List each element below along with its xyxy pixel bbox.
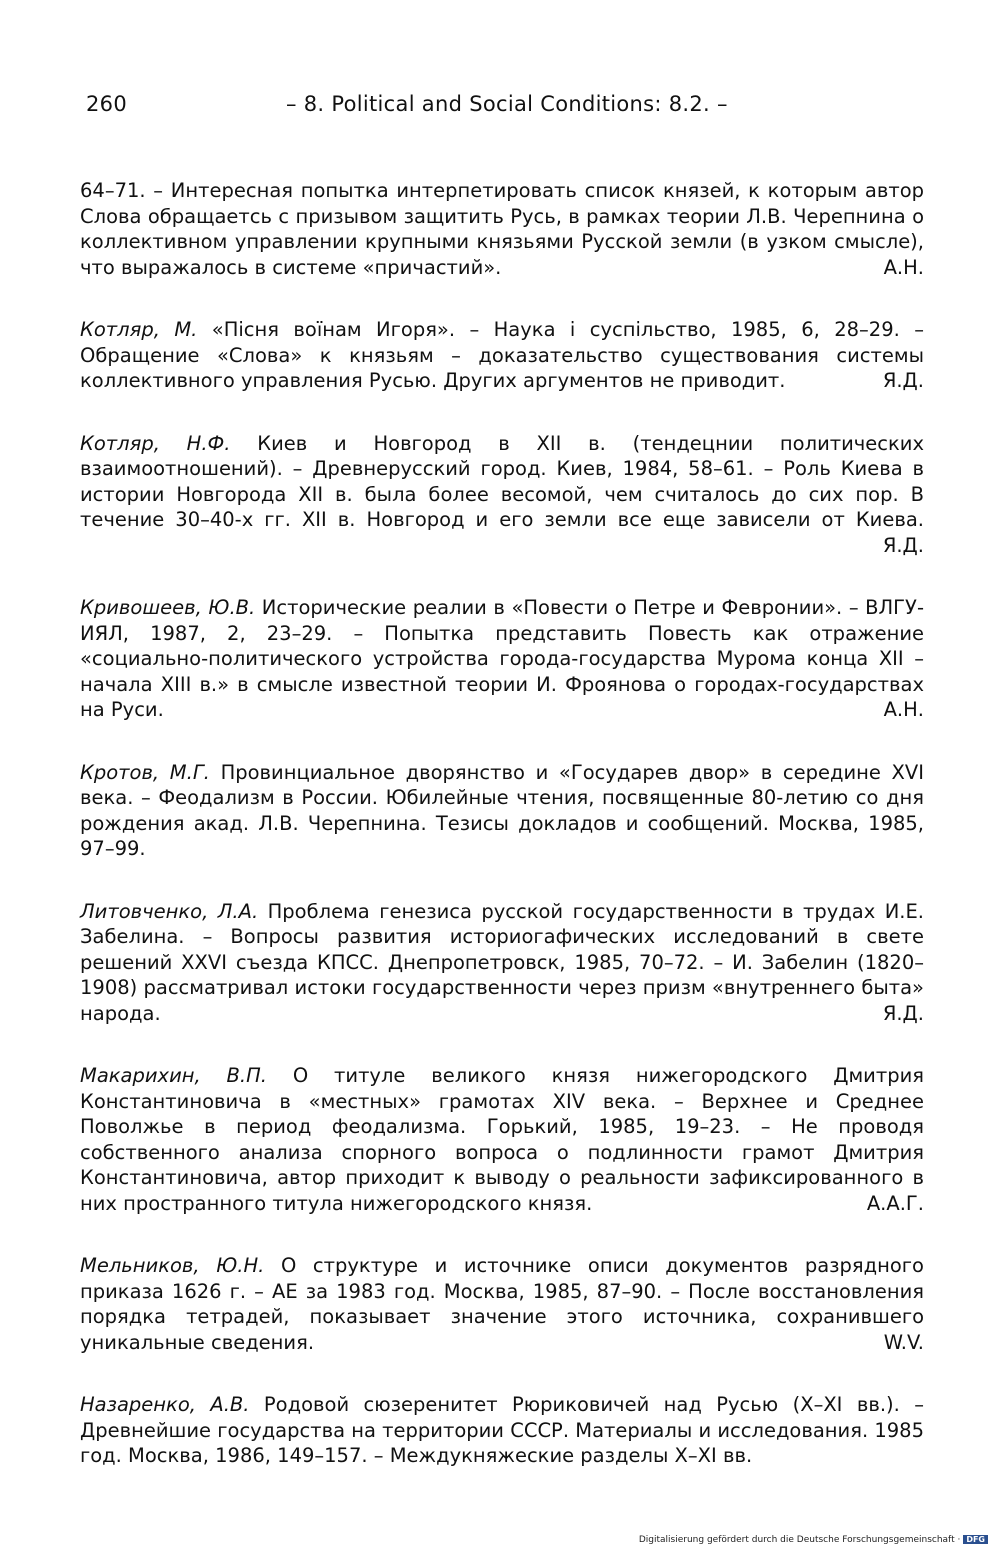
bibliography-entry xyxy=(80,317,924,394)
entry-body xyxy=(80,761,924,861)
bibliography-entry xyxy=(80,1253,924,1355)
entry-text: 64–71. – Интересная попытка интерпетировать список князей, к которым автор Слова обращаетсь с призывом защитить Русь, в рамках теории Л.В. Черепнина о коллективном управлении крупными князьями Русской земли (в узком смысле), что выражалось в системе «причастий». xyxy=(80,179,924,279)
entry-text: Киев и Новгород в XII в. (тендецнии политических взаимоотношений). – Древнерусский город. Киев, 1984, 58–61. – Роль Киева в истории Новгорода XII в. была более весомой, чем считалось до сих пор. В течение 30–40-х гг. XII в. Новгород и его земли все еще зависели от Киева. xyxy=(80,431,925,531)
dfg-logo: DFG xyxy=(963,1535,988,1544)
entry-initials: А.Н. xyxy=(883,255,924,279)
page-number: 260 xyxy=(86,92,127,116)
entry-body xyxy=(80,1064,924,1215)
footer-text: Digitalisierung gefördert durch die Deutsche Forschungsgemeinschaft · xyxy=(638,1535,961,1545)
bibliography-entry xyxy=(80,760,924,862)
bibliography-entry xyxy=(80,1063,924,1216)
bibliography-entry xyxy=(80,431,924,559)
entry-text: Провинциальное дворянство и «Государев двор» в середине XVI века. – Феодализм в России. Юбилейные чтения, посвященные 80-летию со дня рождения акад. Л.В. Черепнина. Тезисы докладов и сообщений. Москва, 1985, 97–99. xyxy=(80,760,925,860)
bibliography-entry xyxy=(80,1392,924,1469)
entry-author: Кротов, М.Г. xyxy=(80,760,210,784)
entry-body xyxy=(80,1393,924,1467)
entry-initials: Я.Д. xyxy=(882,533,924,557)
entry-initials: А.А.Г. xyxy=(866,1191,924,1215)
entry-initials: А.Н. xyxy=(883,698,924,721)
entry-body xyxy=(80,179,924,279)
bibliography-entry xyxy=(80,178,924,280)
entry-body xyxy=(80,596,924,721)
entry-author: Котляр, Н.Ф. xyxy=(80,431,231,455)
entry-body xyxy=(80,1254,924,1354)
entry-body xyxy=(80,900,924,1025)
entry-text: Проблема генезиса русской государственности в трудах И.Е. Забелина. – Вопросы развития историогафических исследований в свете решений XXVI съезда КПСС. Днепропетровск, 1985, 70–72. – И. Забелин (1820–1908) рассматривал истоки государственности через призм «внутреннего быта» народа. xyxy=(80,899,925,1025)
entry-author: Назаренко, А.В. xyxy=(80,1393,250,1416)
entry-text: О структуре и источнике описи документов разрядного приказа 1626 г. – АЕ за 1983 год. Москва, 1985, 87–90. – После восстановления порядка тетрадей, показывает значение этого источника, сохранившего уникальные сведения. xyxy=(80,1254,924,1354)
bibliography-entry xyxy=(80,899,924,1027)
entry-author: Макарихин, В.П. xyxy=(80,1064,267,1087)
entry-body xyxy=(80,432,924,557)
bibliography-entry xyxy=(80,595,924,723)
entry-author: Мельников, Ю.Н. xyxy=(80,1254,265,1277)
entry-initials: Я.Д. xyxy=(882,369,924,392)
entry-author: Литовченко, Л.А. xyxy=(80,899,259,923)
entry-text: «Пiсня воïнам Игоря». – Наука i суспiльство, 1985, 6, 28–29. – Обращение «Слова» к князьям – доказательство существования системы коллективного управления Русью. Других аргументов не приводит. xyxy=(80,318,924,392)
entry-body xyxy=(80,318,924,392)
entry-initials: Я.Д. xyxy=(882,1001,924,1025)
entry-author: Кривошеев, Ю.В. xyxy=(80,596,256,619)
page-header xyxy=(86,92,926,122)
digitization-footer xyxy=(639,1535,988,1545)
entry-initials: W.V. xyxy=(883,1330,924,1354)
entry-text: Родовой сюзеренитет Рюриковичей над Русью (X–XI вв.). – Древнейшие государства на территории СССР. Материалы и исследования. 1985 год. Москва, 1986, 149–157. – Междукняжеские разделы X–XI вв. xyxy=(80,1393,924,1467)
entry-author: Котляр, М. xyxy=(80,318,198,341)
running-title: – 8. Political and Social Conditions: 8.2. – xyxy=(286,92,728,116)
bibliography-entries xyxy=(80,178,924,1506)
entry-text: Исторические реалии в «Повести о Петре и Февронии». – ВЛГУ-ИЯЛ, 1987, 2, 23–29. – Попытка представить Повесть как отражение «социально-политического устройства города-государства Мурома конца XII – начала XIII в.» в смысле известной теории И. Фроянова о городах-государствах на Руси. xyxy=(80,596,924,721)
entry-text: О титуле великого князя нижегородского Дмитрия Константиновича в «местных» грамотах XIV века. – Верхнее и Среднее Поволжье в период феодализма. Горький, 1985, 19–23. – Не проводя собственного анализа спорного вопроса о подлинности грамот Дмитрия Константиновича, автор приходит к выводу о реальности зафиксированного в них пространного титула нижегородского князя. xyxy=(80,1064,924,1215)
